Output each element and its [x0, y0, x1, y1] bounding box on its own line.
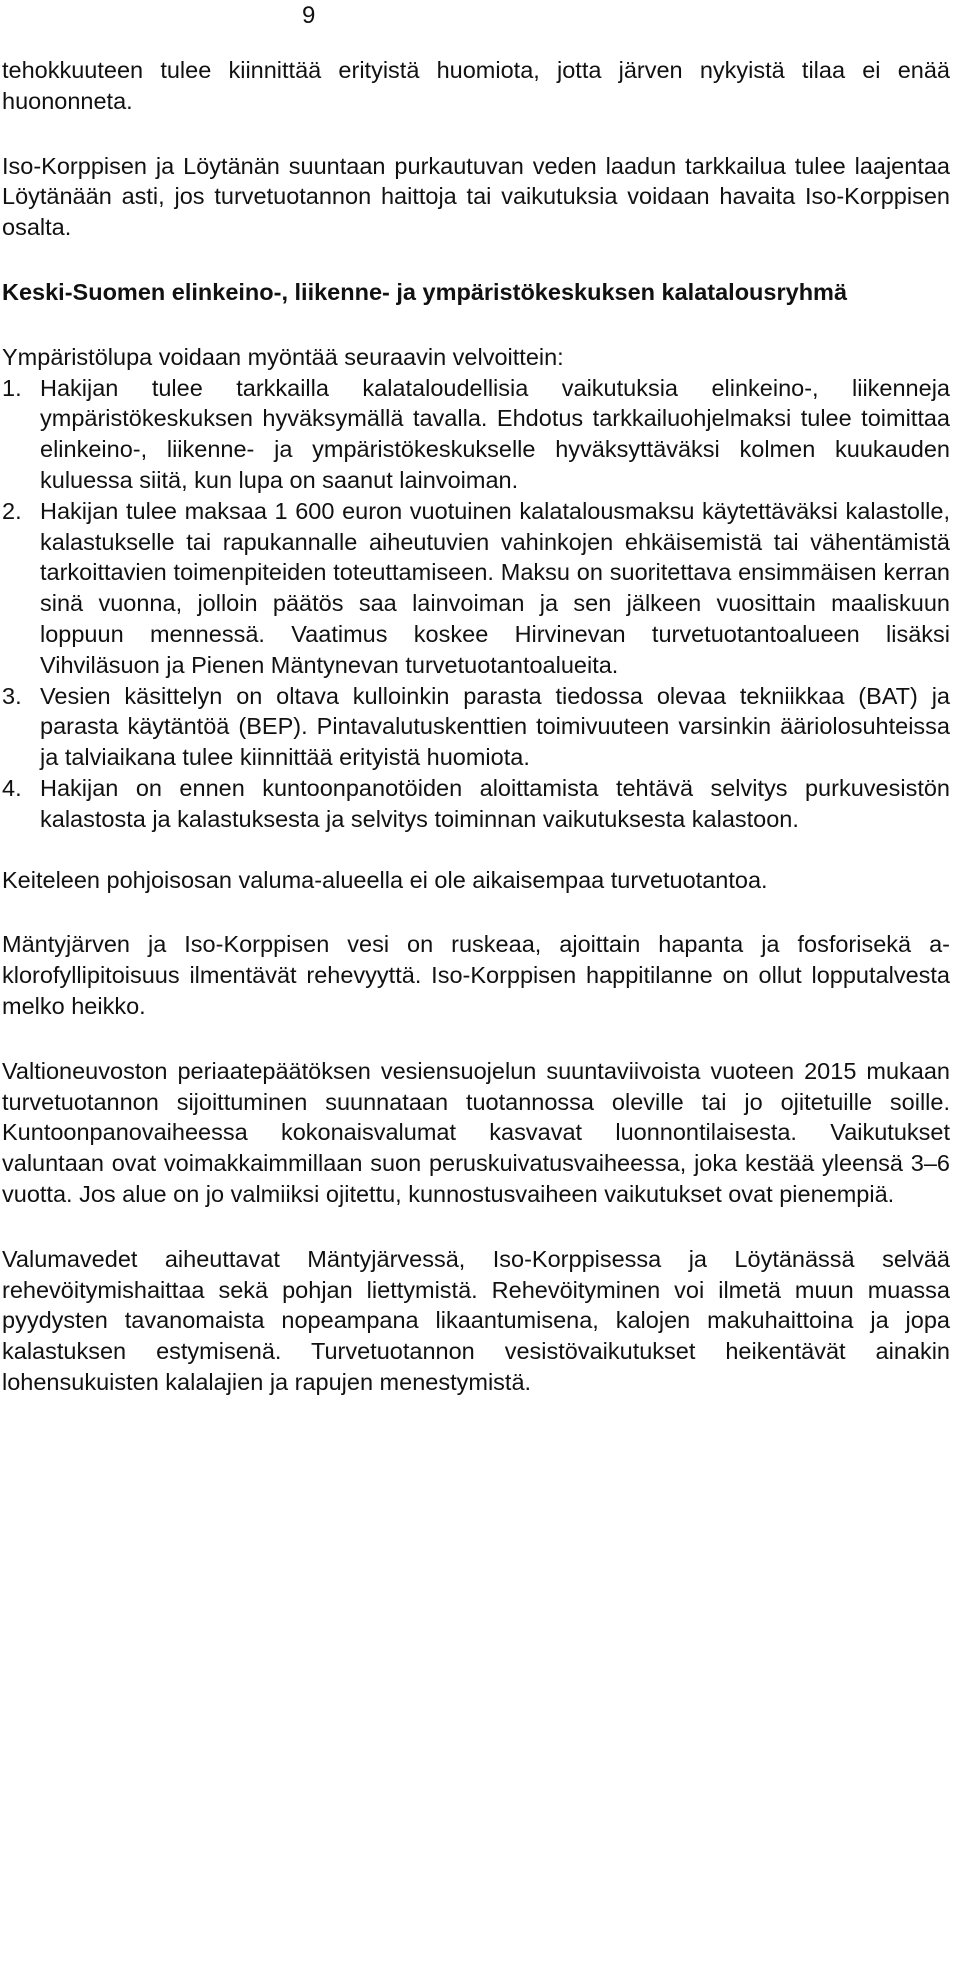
- obligations-intro: Ympäristölupa voidaan myöntää seuraavin velvoittein:: [2, 343, 564, 370]
- list-item: [2, 681, 950, 773]
- list-item: [2, 373, 950, 496]
- list-item: [2, 496, 950, 681]
- paragraph-valumavedet: Valumavedet aiheuttavat Mäntyjärvessä, Iso-Korppisessa ja Löytänässä selvää rehevöitymishaittaa sekä pohjan liettymistä. Rehevöityminen voi ilmetä muun muassa pyydysten tavanomaista nopeampana likaantumisena, kalojen makuhaittoina ja jopa kalastuksen estymisenä. Turvetuotannon vesistövaikutukset heikentävät ainakin lohensukuisten kalalajien ja rapujen menestymistä.: [2, 1245, 950, 1395]
- paragraph-keitele: Keiteleen pohjoisosan valuma-alueella ei ole aikaisempaa turvetuotantoa.: [2, 866, 768, 893]
- list-item-text: Hakijan tulee maksaa 1 600 euron vuotuinen kalatalousmaksu käytettäväksi kalastolle, kalastukselle tai rapukannalle aiheutuvien vahinkojen ehkäisemistä tai vähentämistä tarkoittavien toimenpiteiden toteuttamiseen. Maksu on suoritettava ensimmäisen kerran sinä vuonna, jolloin päätös saa lainvoiman ja sen jälkeen vuosittain maaliskuun loppuun mennessä. Vaatimus koskee Hirvinevan turvetuotantoalueen lisäksi Vihviläsuon ja Pienen Mäntynevan turvetuotantoalueita.: [40, 497, 950, 678]
- section-heading: Keski-Suomen elinkeino-, liikenne- ja ympäristökeskuksen kalatalousryhmä: [2, 278, 848, 305]
- paragraph-continuation: tehokkuuteen tulee kiinnittää erityistä huomiota, jotta järven nykyistä tilaa ei enää huononneta.: [2, 57, 950, 114]
- list-item-text: Hakijan tulee tarkkailla kalataloudellisia vaikutuksia elinkeino-, liikenneja ympäristökeskuksen hyväksymällä tavalla. Ehdotus tarkkailuohjelmaksi tulee toimittaa elinkeino-, liikenne- ja ympäristökeskukselle hyväksyttäväksi kolmen kuukauden kuluessa siitä, kun lupa on saanut lainvoiman.: [40, 374, 950, 493]
- paragraph-mantyjarvi: Mäntyjärven ja Iso-Korppisen vesi on ruskeaa, ajoittain hapanta ja fosforisekä a-klorofyllipitoisuus ilmentävät rehevyyttä. Iso-Korppisen happitilanne on ollut lopputalvesta melko heikko.: [2, 931, 950, 1019]
- paragraph-valtioneuvosto: Valtioneuvoston periaatepäätöksen vesiensuojelun suuntaviivoista vuoteen 2015 mukaan turvetuotannon sijoittuminen suunnataan tuotannossa oleville tai jo ojitetuille soille. Kuntoonpanovaiheessa kokonaisvalumat kasvavat luonnontilaisesta. Vaikutukset valuntaan ovat voimakkaimmillaan suon peruskuivatusvaiheessa, joka kestää yleensä 3–6 vuotta. Jos alue on jo valmiiksi ojitettu, kunnostusvaiheen vaikutukset ovat pienempiä.: [2, 1057, 950, 1207]
- list-item-number: 4.: [2, 774, 22, 801]
- list-item-text: Vesien käsittelyn on oltava kulloinkin parasta tiedossa olevaa tekniikkaa (BAT) ja parasta käytäntöä (BEP). Pintavalutuskenttien toimivuuteen varsinkin ääriolosuhteissa ja talviaikana tulee kiinnittää erityistä huomiota.: [40, 682, 950, 771]
- list-item-text: Hakijan on ennen kuntoonpanotöiden aloittamista tehtävä selvitys purkuvesistön kalastosta ja kalastuksesta ja selvitys toiminnan vaikutuksesta kalastoon.: [40, 774, 950, 832]
- list-item: [2, 773, 950, 835]
- obligations-list: [2, 373, 950, 835]
- page-number: 9: [302, 2, 316, 29]
- list-item-number: 1.: [2, 374, 22, 401]
- list-item-number: 3.: [2, 682, 22, 709]
- document-body: [2, 55, 950, 1398]
- list-item-number: 2.: [2, 497, 22, 524]
- paragraph-monitoring: Iso-Korppisen ja Löytänän suuntaan purkautuvan veden laadun tarkkailua tulee laajentaa Löytänään asti, jos turvetuotannon haittoja tai vaikutuksia voidaan havaita Iso-Korppisen osalta.: [2, 152, 950, 241]
